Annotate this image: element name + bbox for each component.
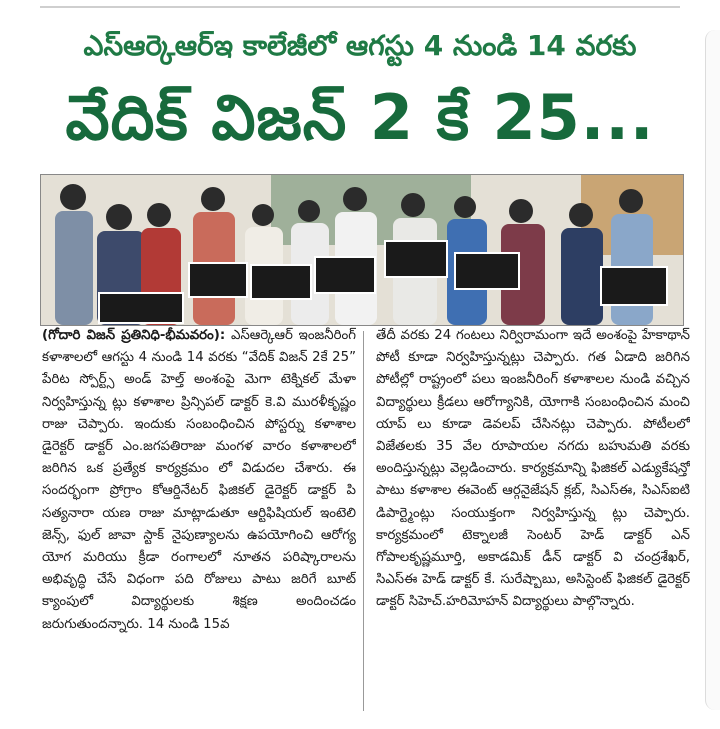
group-photo-illustration (41, 175, 683, 325)
article-kicker: ఎస్ఆర్కెఆర్ఇ కాలేజీలో ఆగస్టు 4 నుండి 14 వరకు (83, 29, 637, 62)
top-rule (40, 0, 680, 8)
article-column-left (42, 325, 356, 720)
article-headline: వేదిక్ విజన్ 2 కే 25... (65, 81, 655, 154)
column-divider (363, 331, 364, 711)
left-column-text: ఎస్ఆర్కెఆర్ ఇంజనీరింగ్ కళాశాలలో ఆగస్టు 4 నుండి 14 వరకు “వేదిక్ విజన్ 2కే 25” పేరిట స్పోర్ట్స్ అండ్ హెల్త్ అంశంపై మెగా టెక్నికల్ మేళా నిర్వహిస్తున్న ట్లు కళాశాల ప్రిన్సిపల్ డాక్టర్ కె.వి మురళీకృష్ణం రాజు చెప్పారు. ఇందుకు సంబంధించిన పోస్టర్ను కళాశాల డైరెక్టర్ డాక్టర్ ఎం.జగపతిరాజు మంగళ వారం కళాశాలలో జరిగిన ఒక ప్రత్యేక కార్యక్రమం లో విడుదల చేశారు. ఈ సందర్భంగా ప్రోగ్రాం కోఆర్డినేటర్ ఫిజికల్ డైరెక్టర్ డాక్టర్ పి సత్యనారా యణ రాజు మాట్లాడుతూ ఆర్టిఫిషియల్ ఇంటెలి జెన్స్, ఫుల్ జావా స్టాక్ నైపుణ్యాలను ఉపయోగించి ఆరోగ్య యోగ మరియు క్రీడా రంగాలలో నూతన పరిష్కారాలను అభివృద్ధి చేసే విధంగా పది రోజులు పాటు జరిగే బూట్ క్యాంపులో విద్యార్థులకు శిక్షణ అందించడం జరుగుతుందన్నారు. 14 నుండి 15వ (42, 328, 356, 632)
right-column-text: తేదీ వరకు 24 గంటలు నిర్విరామంగా ఇదే అంశంపై హేకాథాన్ పోటీ కూడా నిర్వహిస్తున్నట్లు చెప్పారు. గత ఏడాది జరిగిన పోటీల్లో రాష్ట్రంలో పలు ఇంజనీరింగ్ కళాశాలల నుండి వచ్చిన విద్యార్థులు క్రీడలు ఆరోగ్యానికి, యోగాకి సంబంధించిన మంచి యాప్ లు కూడా డెవలప్ చేసినట్లు చెప్పారు. పోటీలలో విజేతలకు 35 వేల రూపాయల నగదు బహుమతి వరకు అందిస్తున్నట్లు వెల్లడించారు. కార్యక్రమాన్ని ఫిజికల్ ఎడ్యుకేషన్తో పాటు కళాశాల ఈవెంట్ ఆర్గనైజేషన్ క్లబ్, సిఎస్ఈ, సిఎస్ఐటి డిపార్ట్మెంట్లు సంయుక్తంగా నిర్వహిస్తున్న ట్లు చెప్పారు. కార్యక్రమంలో టెక్నాలజీ సెంటర్ హెడ్ డాక్టర్ ఎన్ గోపాలకృష్ణమూర్తి, అకాడమిక్ డీన్ డాక్టర్ వి చంద్రశేఖర్, సిఎస్ఈ హెడ్ డాక్టర్ కే. సురేష్బాబు, అసిస్టెంట్ ఫిజికల్ డైరెక్టర్ డాక్టర్ సిహెచ్.హరిమోహన్ విద్యార్థులు పాల్గొన్నారు. (376, 328, 690, 610)
scrollbar-track[interactable] (705, 30, 720, 710)
article-column-right (376, 325, 690, 720)
news-photo (40, 174, 684, 326)
dateline: (గోదారి విజన్ ప్రతినిధి-భీమవరం): (42, 328, 226, 343)
article-body (40, 325, 690, 725)
